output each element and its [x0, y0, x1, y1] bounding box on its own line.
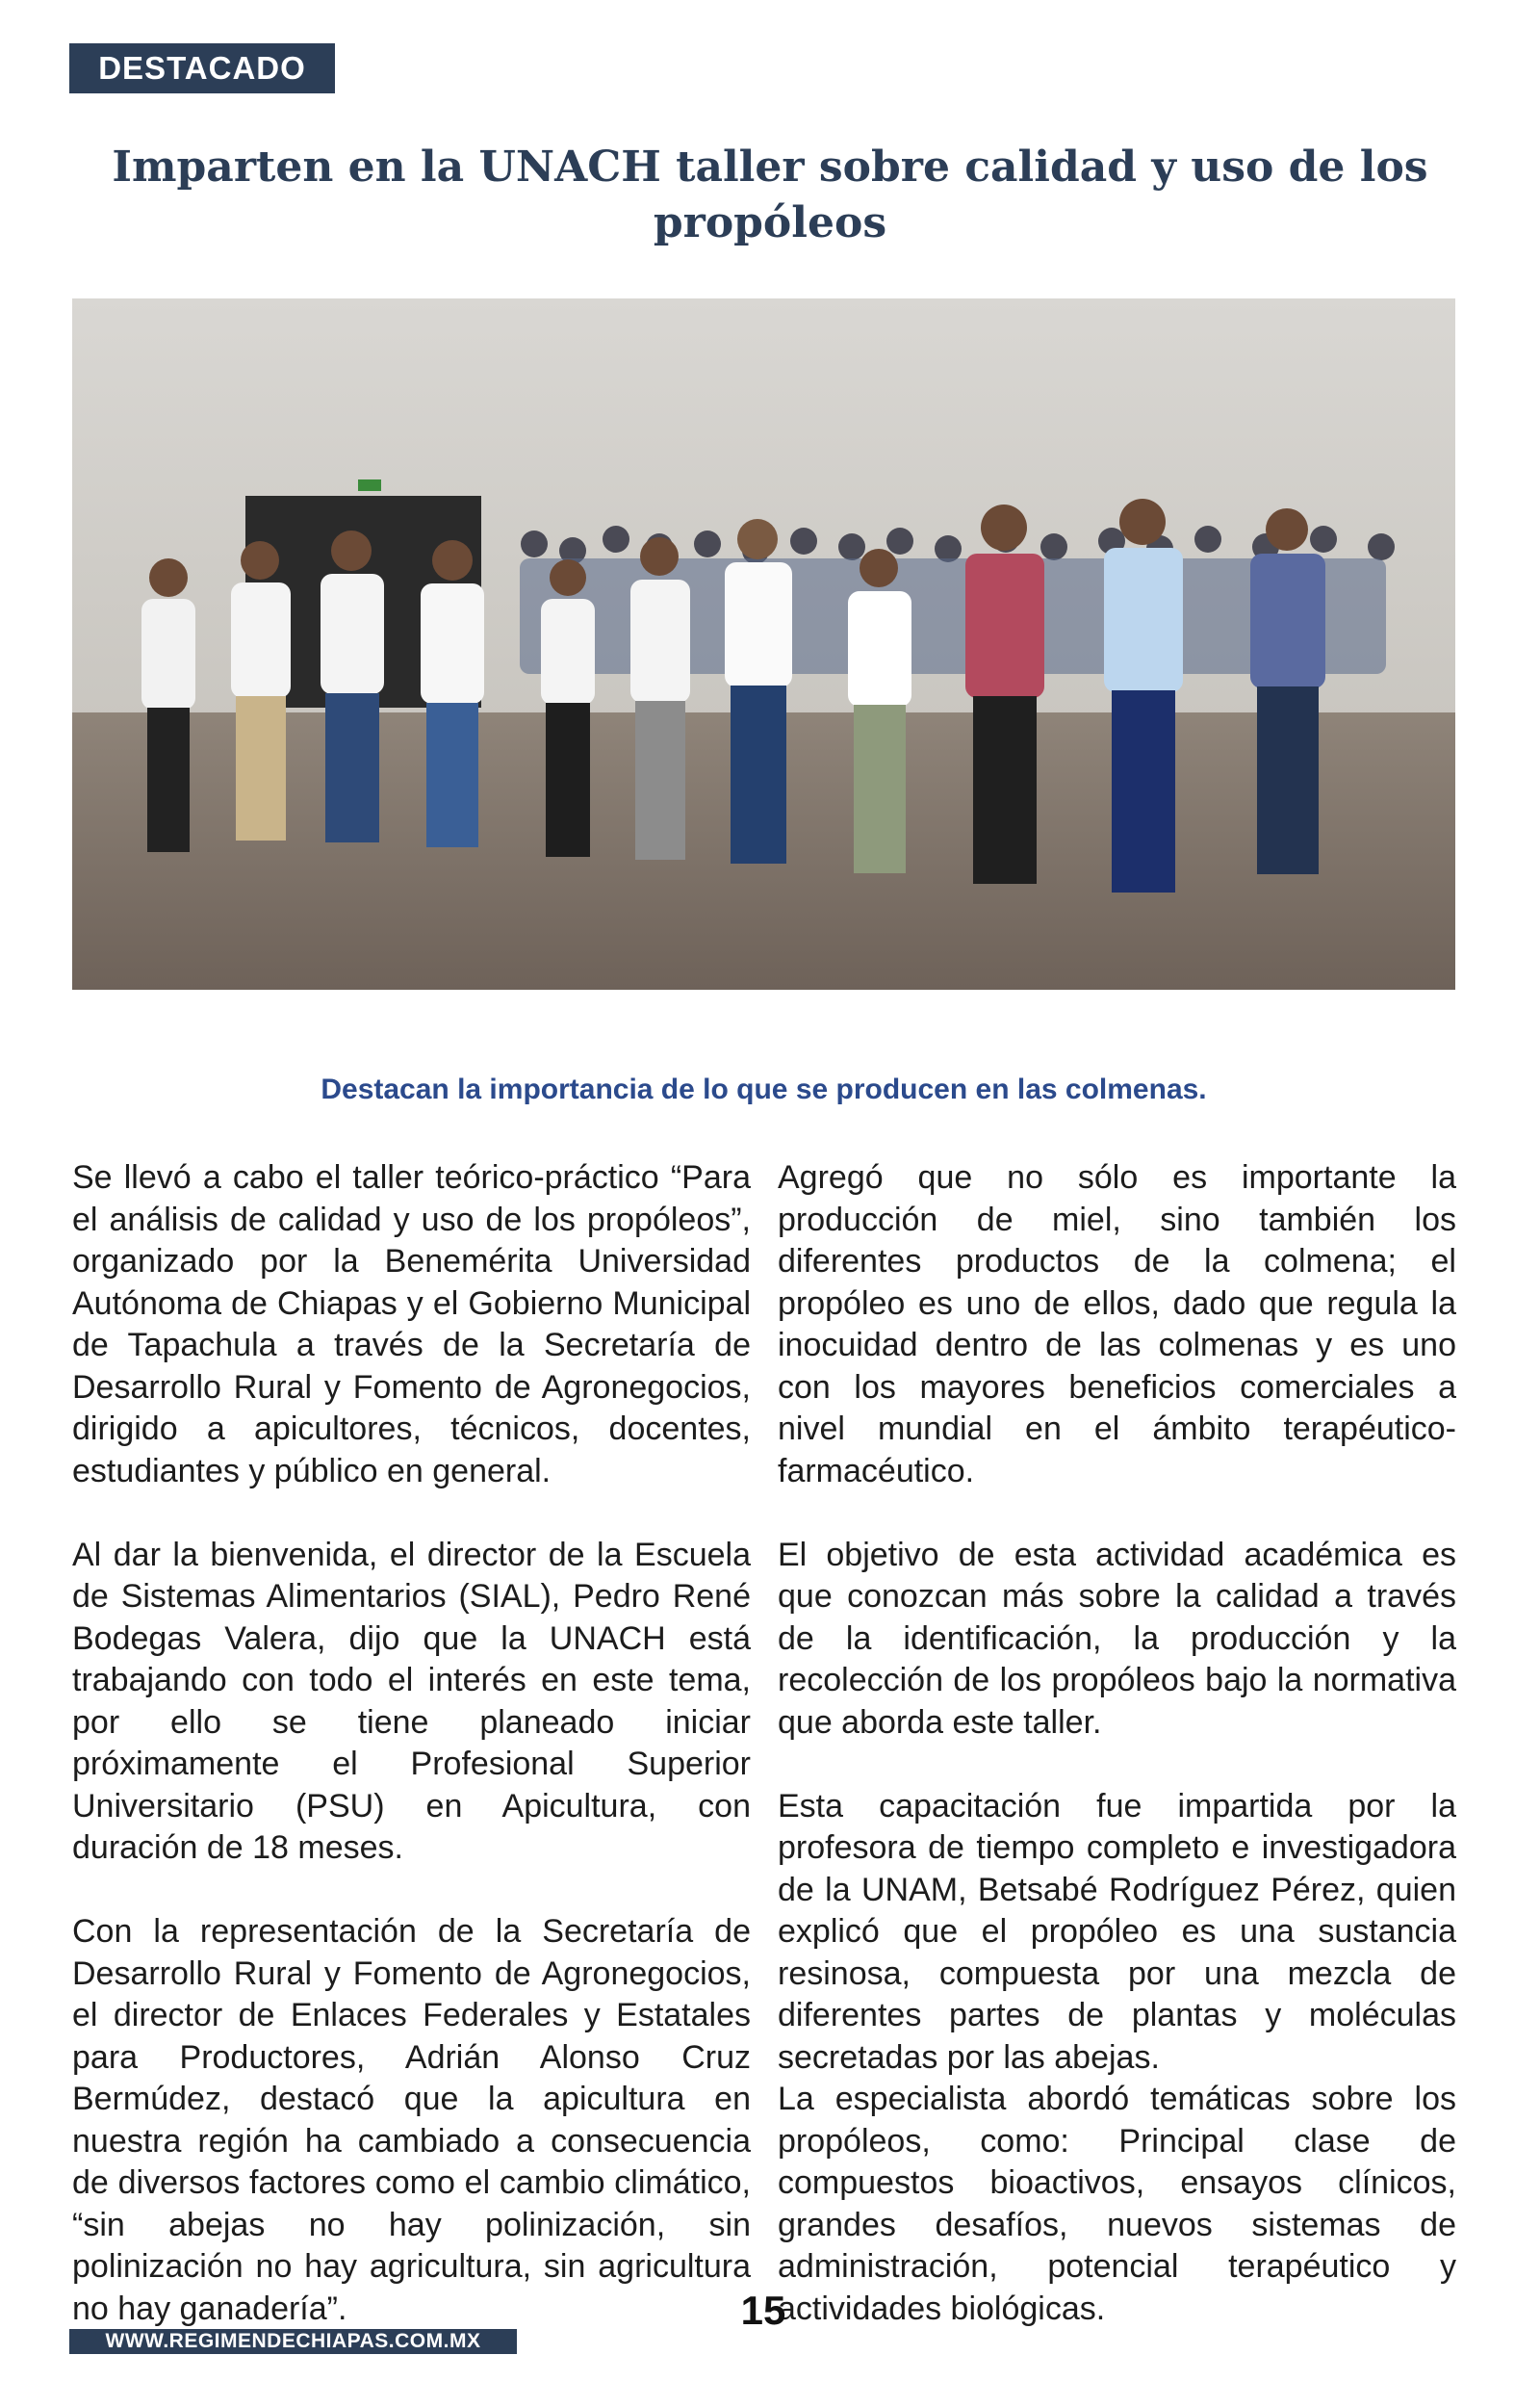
article-headline: Imparten en la UNACH taller sobre calidad y uso de los propóleos: [112, 142, 1428, 247]
group-photo: [72, 298, 1455, 990]
article-paragraph: Esta capacitación fue impartida por la profesora de tiempo completo e investigadora de la UNAM, Betsabé Rodríguez Pérez, quien explicó que el propóleo es una sustancia resinosa, compuesta por una mezcla de diferentes partes de plantas y moléculas secretadas por las abejas.: [778, 1787, 1456, 2076]
article-paragraph: Con la representación de la Secretaría de Desarrollo Rural y Fomento de Agronegocios, el director de Enlaces Federales y Estatales para Productores, Adrián Alonso Cruz Bermúdez, destacó que la apicultura en nuestra región ha cambiado a consecuencia de diversos factores como el cambio climático, “sin abejas no hay polinización, sin polinización no hay agricultura, sin agricultura no hay ganadería”.: [72, 1913, 751, 2327]
article-column-right: [778, 1157, 1456, 2372]
article-paragraph: Se llevó a cabo el taller teórico-práctico “Para el análisis de calidad y uso de los propóleos”, organizado por la Benemérita Universidad Autónoma de Chiapas y el Gobierno Municipal de Tapachula a través de la Secretaría de Desarrollo Rural y Fomento de Agronegocios, dirigido a apicultores, técnicos, docentes, estudiantes y público en general.: [72, 1159, 751, 1489]
page-number: 15: [740, 2288, 786, 2333]
group-photo-icon: [72, 298, 1455, 990]
footer-website-link[interactable]: WWW.REGIMENDECHIAPAS.COM.MX: [69, 2329, 517, 2354]
photo-caption: Destacan la importancia de lo que se producen en las colmenas.: [321, 1074, 1207, 1105]
article-paragraph: Al dar la bienvenida, el director de la Escuela de Sistemas Alimentarios (SIAL), Pedro René Bodegas Valera, dijo que la UNACH está trabajando con todo el interés en este tema, por ello se tiene planeado iniciar próximamente el Profesional Superior Universitario (PSU) en Apicultura, con duración de 18 meses.: [72, 1536, 751, 1866]
article-paragraph: La especialista abordó temáticas sobre los propóleos, como: Principal clase de compuestos bioactivos, ensayos clínicos, grandes desafíos, nuevos sistemas de administración, potencial terapéutico y actividades biológicas.: [778, 2081, 1456, 2327]
section-tag: DESTACADO: [69, 43, 335, 93]
article-paragraph: Agregó que no sólo es importante la producción de miel, sino también los diferentes productos de la colmena; el propóleo es uno de ellos, dado que regula la inocuidad dentro de las colmenas y es uno con los mayores beneficios comerciales a nivel mundial en el ámbito terapéutico-farmacéutico.: [778, 1159, 1456, 1489]
article-paragraph: El objetivo de esta actividad académica es que conozcan más sobre la calidad a través de la identificación, la producción y la recolección de los propóleos bajo la normativa que aborda este taller.: [778, 1536, 1456, 1741]
article-column-left: [72, 1157, 751, 2372]
